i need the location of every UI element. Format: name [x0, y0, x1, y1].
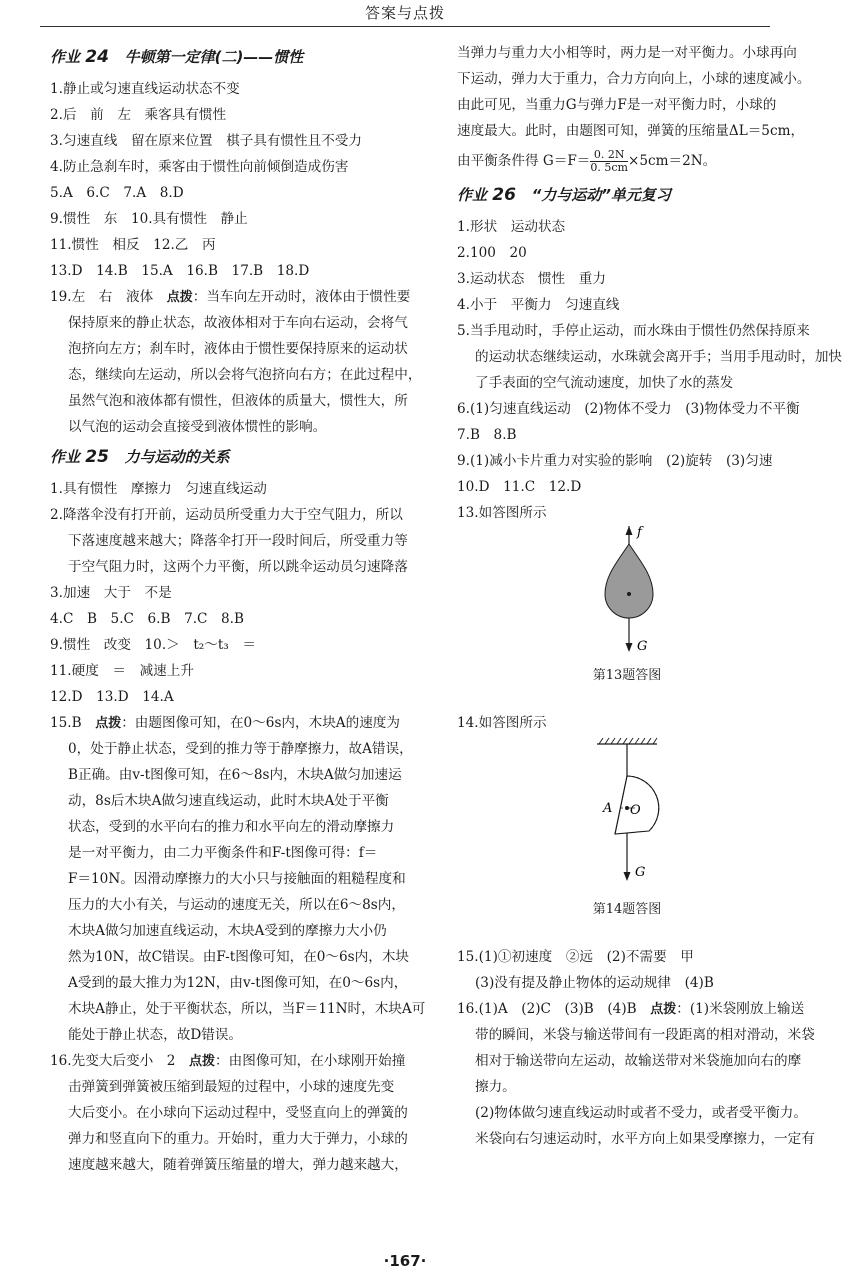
answer-line: 5.A 6.C 7.A 8.D [50, 185, 184, 201]
answer-line: 能处于静止状态，故D错误。 [68, 1027, 243, 1043]
arrow-down-head [624, 872, 631, 881]
equation-line [457, 144, 797, 178]
answer-line: 2.后 前 左 乘客具有惯性 [50, 107, 227, 123]
answer-text: ：(1)米袋刚放上输送 [676, 1001, 805, 1017]
answer-line: 3.加速 大于 不是 [50, 585, 172, 601]
answer-line: (2)物体做匀速直线运动时或者不受力，或者受平衡力。 [475, 1105, 807, 1121]
hw25-answers [50, 476, 408, 710]
arrow-up-head [626, 526, 633, 535]
answer-line: 了手表面的空气流动速度，加快了水的蒸发 [475, 375, 734, 391]
homework-25-heading [50, 442, 408, 472]
center-point [627, 592, 631, 596]
answer-line: A受到的最大推力为12N，由v-t图像可知，在0～6s内， [68, 975, 408, 991]
answer-text: ：由图像可知，在小球刚开始撞 [215, 1053, 406, 1069]
arrow-down-head [626, 643, 633, 652]
answer-line: 木块A做匀加速直线运动，木块A受到的摩擦力大小仍 [68, 923, 387, 939]
answer-line: 泡挤向左方；刹车时，液体由于惯性要保持原来的运动状 [68, 341, 408, 357]
answer-line [50, 1048, 408, 1074]
fraction [590, 149, 628, 174]
answer-text: 16.(1)A (2)C (3)B (4)B [457, 1001, 651, 1017]
page-number: ·167· [383, 1252, 427, 1270]
answer-text: 15.B [50, 715, 96, 731]
answer-line: 于空气阻力时，这两个力平衡，所以跳伞运动员匀速降落 [68, 559, 408, 575]
answer-line: 压力的大小有关，与运动的速度无关，所以在6～8s内， [68, 897, 405, 913]
equation-text: ×5cm＝2N。 [627, 153, 717, 169]
answer-line: 木块A静止，处于平衡状态，所以，当F＝11N时，木块A可 [68, 1001, 426, 1017]
tip-label: 点拨 [166, 290, 193, 305]
left-column [50, 40, 426, 1178]
heading-title: “力与运动”单元复习 [531, 186, 671, 204]
answer-text: 16.先变大后变小 2 [50, 1053, 190, 1069]
answer-line: 态，继续向左运动，所以会将气泡挤向右方；在此过程中， [68, 367, 422, 383]
heading-title: 力与运动的关系 [124, 448, 230, 466]
figure-13 [457, 526, 797, 688]
answer-line: 虽然气泡和液体都有惯性，但液体的质量大，惯性大，所 [68, 393, 408, 409]
answer-line: 3.运动状态 惯性 重力 [457, 271, 606, 287]
label-O: O [630, 803, 641, 818]
homework-24-heading [50, 42, 408, 72]
answer-line: 是一对平衡力，由二力平衡条件和F-t图像可得：f＝ [68, 845, 378, 861]
answer-line: 1.形状 运动状态 [457, 219, 566, 235]
answer-line: 10.D 11.C 12.D [457, 479, 582, 495]
answer-line: 大后变小。在小球向下运动过程中，受竖直向上的弹簧的 [68, 1105, 408, 1121]
answer-line: 米袋向右匀速运动时，水平方向上如果受摩擦力，一定有 [475, 1131, 815, 1147]
answer-line: 1.静止或匀速直线运动状态不变 [50, 81, 240, 97]
answer-line: 0，处于静止状态，受到的推力等于静摩擦力，故A错误， [68, 741, 413, 757]
answer-line: 相对于输送带向左运动，故输送带对米袋施加向右的摩 [475, 1053, 802, 1069]
answer-line [457, 996, 805, 1022]
answer-line: F＝10N。因滑动摩擦力的大小只与接触面的粗糙程度和 [68, 871, 406, 887]
label-A: A [603, 801, 613, 816]
page-header: 答案与点拨 [40, 0, 770, 27]
answer-line: 9.(1)减小卡片重力对实验的影响 (2)旋转 (3)匀速 [457, 453, 773, 469]
answer-line: 以气泡的运动会直接受到液体惯性的影响。 [68, 419, 327, 435]
answer-text: ：当车向左开动时，液体由于惯性要 [192, 289, 411, 305]
figure-13-caption: 第13题答图 [592, 668, 662, 683]
answer-line: 15.(1)①初速度 ②远 (2)不需要 甲 [457, 949, 694, 965]
answer-line: 11.惯性 相反 12.乙 丙 [50, 237, 216, 253]
heading-prefix: 作业 [50, 448, 81, 466]
center-point [625, 806, 629, 810]
answer-line [50, 284, 411, 310]
answer-line: 弹力和竖直向下的重力。开始时，重力大于弹力，小球的 [68, 1131, 408, 1147]
answer-line: 1.具有惯性 摩擦力 匀速直线运动 [50, 481, 267, 497]
figure-14 [457, 736, 797, 922]
label-f: f [637, 525, 642, 540]
answer-line: 11.硬度 ＝ 减速上升 [50, 663, 194, 679]
answer-16-continued [457, 40, 811, 178]
answer-line: 速度越来越大，随着弹簧压缩量的增大，弹力越来越大， [68, 1157, 408, 1173]
hw26-answers [457, 214, 842, 526]
answer-line: B正确。由v-t图像可知，在6～8s内，木块A做匀加速运 [68, 767, 402, 783]
answer-line: 2.100 20 [457, 245, 527, 261]
answer-line: 5.当手甩动时，手停止运动，而水珠由于惯性仍然保持原来 [457, 323, 810, 339]
answer-line: 4.防止急刹车时，乘客由于惯性向前倾倒造成伤害 [50, 159, 349, 175]
answer-line: 状态，受到的水平向右的推力和水平向左的滑动摩擦力 [68, 819, 395, 835]
water-drop-shape [605, 544, 653, 618]
answer-line: 6.(1)匀速直线运动 (2)物体不受力 (3)物体受力不平衡 [457, 401, 800, 417]
figure-14-diagram [557, 736, 697, 886]
answer-line [50, 710, 408, 736]
homework-26-heading [457, 180, 797, 210]
answer-text: 19.左 右 液体 [50, 289, 167, 305]
answer-line: 4.C B 5.C 6.B 7.C 8.B [50, 611, 244, 627]
answer-line: 14.如答图所示 [457, 715, 547, 731]
hw24-answers [50, 76, 408, 284]
equation-text: 由平衡条件得 G＝F＝ [457, 153, 591, 169]
label-G: G [637, 639, 648, 654]
label-G: G [635, 865, 646, 880]
answer-line: 3.匀速直线 留在原来位置 棋子具有惯性且不受力 [50, 133, 363, 149]
heading-prefix: 作业 [457, 186, 488, 204]
tip-label: 点拨 [650, 1002, 677, 1017]
answer-line: 保持原来的静止状态，故液体相对于车向右运动，会将气 [68, 315, 408, 331]
answer-line: 击弹簧到弹簧被压缩到最短的过程中，小球的速度先变 [68, 1079, 395, 1095]
answer-15 [50, 710, 426, 1048]
figure-13-diagram [567, 526, 687, 656]
answer-line: 2.降落伞没有打开前，运动员所受重力大于空气阻力，所以 [50, 507, 403, 523]
answer-line: 13.D 14.B 15.A 16.B 17.B 18.D [50, 263, 310, 279]
answer-line: 13.如答图所示 [457, 505, 547, 521]
heading-number: 24 [85, 47, 109, 67]
answer-line: 然为10N，故C错误。由F-t图像可知，在0～6s内，木块 [68, 949, 410, 965]
answer-15-right [457, 944, 797, 996]
heading-number: 25 [85, 447, 109, 467]
answer-line: 动，8s后木块A做匀速直线运动，此时木块A处于平衡 [68, 793, 389, 809]
fraction-numerator: 0. 2N [593, 148, 625, 161]
answer-line: 速度最大。此时，由题图可知，弹簧的压缩量ΔL＝5cm， [457, 123, 805, 139]
answer-16 [50, 1048, 408, 1178]
right-column [457, 40, 842, 1152]
answer-19 [50, 284, 422, 440]
heading-number: 26 [492, 185, 516, 205]
answer-16-right [457, 996, 815, 1152]
answer-line: 由此可见，当重力G与弹力F是一对平衡力时，小球的 [457, 97, 777, 113]
answer-line: 9.惯性 东 10.具有惯性 静止 [50, 211, 248, 227]
tip-label: 点拨 [95, 716, 122, 731]
answer-line: 12.D 13.D 14.A [50, 689, 174, 705]
answer-line: (3)没有提及静止物体的运动规律 (4)B [475, 975, 714, 991]
answer-line: 9.惯性 改变 10.＞ t₂～t₃ ＝ [50, 637, 256, 653]
ceiling-hatching [599, 738, 657, 744]
heading-title: 牛顿第一定律(二)——惯性 [124, 48, 304, 66]
answer-line: 4.小于 平衡力 匀速直线 [457, 297, 620, 313]
fraction-denominator: 0. 5cm [590, 161, 628, 174]
answer-line: 当弹力与重力大小相等时，两力是一对平衡力。小球再向 [457, 45, 797, 61]
figure-14-caption: 第14题答图 [592, 902, 662, 917]
tip-label: 点拨 [189, 1054, 216, 1069]
answer-line: 带的瞬间，米袋与输送带间有一段距离的相对滑动，米袋 [475, 1027, 815, 1043]
heading-prefix: 作业 [50, 48, 81, 66]
answer-text: ：由题图像可知，在0～6s内，木块A的速度为 [121, 715, 400, 731]
answer-line: 下落速度越来越大；降落伞打开一段时间后，所受重力等 [68, 533, 408, 549]
answer-line: 的运动状态继续运动，水珠就会离开手；当用手甩动时，加快 [475, 349, 842, 365]
answer-line: 7.B 8.B [457, 427, 517, 443]
answer-line: 下运动，弹力大于重力，合力方向向上，小球的速度减小。 [457, 71, 811, 87]
answer-line: 擦力。 [475, 1079, 516, 1095]
